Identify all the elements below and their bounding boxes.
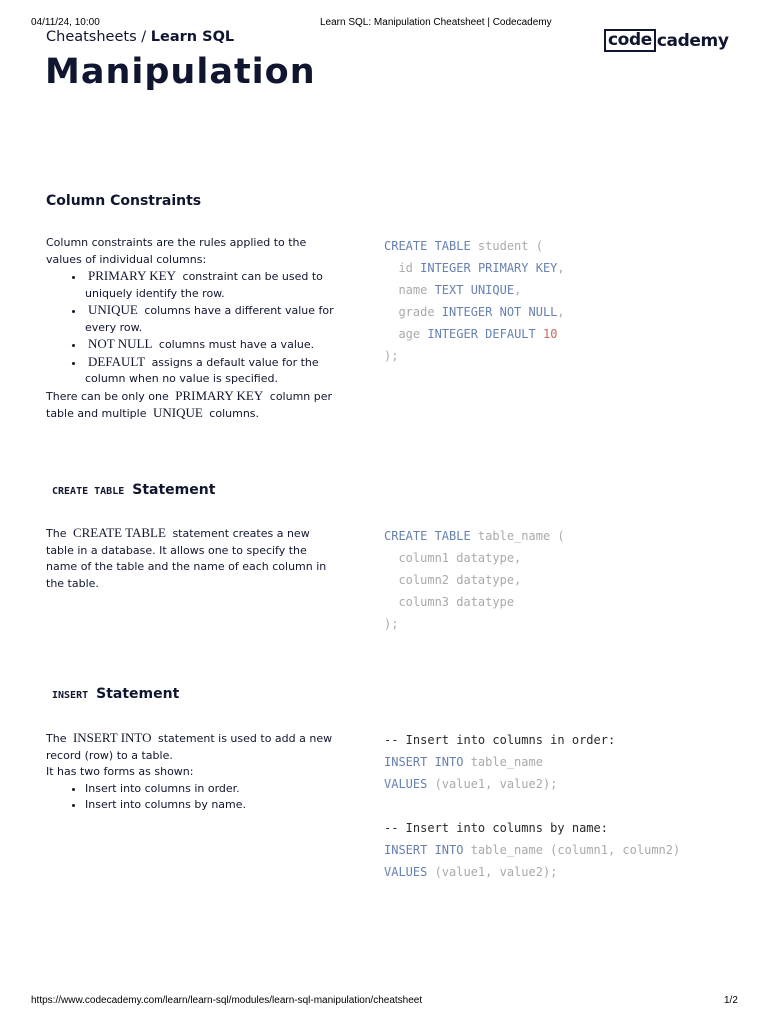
code-line: column3 datatype — [384, 595, 515, 609]
codecademy-logo[interactable] — [604, 29, 729, 52]
code-line: ); — [384, 349, 399, 363]
inline-code: PRIMARY KEY — [88, 268, 177, 283]
create-table-code-block — [384, 525, 565, 635]
breadcrumb-separator: / — [136, 29, 151, 45]
code-line: column2 datatype, — [384, 573, 522, 587]
constraints-outro: There can be only one PRIMARY KEY column per table and multiple UNIQUE columns. — [46, 387, 333, 420]
code-line: age INTEGER DEFAULT 10 — [384, 327, 558, 341]
code-line: INSERT INTO table_name (column1, column2) — [384, 843, 681, 857]
heading-code: CREATE TABLE — [52, 486, 125, 497]
heading-code: INSERT — [52, 690, 89, 701]
code-line — [384, 795, 680, 817]
breadcrumb-current-link[interactable]: Learn SQL — [150, 29, 235, 45]
inline-code: NOT NULL — [88, 336, 153, 351]
logo-code-box: code — [604, 29, 656, 52]
list-item: • DEFAULT assigns a default value for the column when no value is specified. — [85, 354, 336, 388]
code-line: ); — [384, 617, 399, 631]
page-title: Manipulation — [45, 52, 316, 92]
code-line: CREATE TABLE table_name ( — [384, 529, 565, 543]
constraints-intro: Column constraints are the rules applied to the values of individual columns: — [46, 236, 307, 266]
column-constraints-text — [46, 235, 336, 423]
list-item: • Insert into columns in order. — [85, 781, 336, 798]
breadcrumb-root-link[interactable]: Cheatsheets — [46, 29, 137, 45]
code-line: VALUES (value1, value2); — [384, 865, 558, 879]
inline-code: CREATE TABLE — [72, 525, 166, 540]
print-url: https://www.codecademy.com/learn/learn-sql/modules/learn-sql-manipulation/cheatsheet — [31, 995, 423, 1006]
breadcrumb — [46, 29, 234, 45]
inline-code: PRIMARY KEY — [175, 387, 264, 403]
list-item: • NOT NULL columns must have a value. — [85, 336, 336, 354]
constraints-list — [46, 268, 336, 388]
print-page-title: Learn SQL: Manipulation Cheatsheet | Codecademy — [320, 17, 552, 28]
code-line: INSERT INTO table_name — [384, 755, 543, 769]
list-item: • UNIQUE columns have a different value for every row. — [85, 302, 336, 336]
create-table-heading: CREATE TABLE Statement — [52, 482, 216, 498]
insert-forms-list — [46, 781, 336, 814]
inline-code: UNIQUE — [88, 302, 138, 317]
insert-text: The INSERT INTO statement is used to add a new record (row) to a table. It has two forms as shown: • Insert into columns in order. • Insert into columns by name. — [46, 730, 336, 814]
code-line: grade INTEGER NOT NULL, — [384, 305, 565, 319]
code-line: VALUES (value1, value2); — [384, 777, 558, 791]
inline-code: DEFAULT — [88, 353, 146, 369]
column-constraints-heading: Column Constraints — [46, 193, 202, 209]
list-item: • Insert into columns by name. — [85, 797, 336, 814]
create-table-text: The CREATE TABLE statement creates a new table in a database. It allows one to specify the name of the table and the name of each column in the table. — [46, 525, 327, 590]
inline-code: UNIQUE — [152, 405, 203, 420]
list-item: • PRIMARY KEY constraint can be used to uniquely identify the row. — [85, 268, 336, 302]
code-line: name TEXT UNIQUE, — [384, 283, 522, 297]
code-line: CREATE TABLE student ( — [384, 239, 543, 253]
code-line: -- Insert into columns by name: — [384, 821, 608, 835]
code-line: -- Insert into columns in order: — [384, 733, 616, 747]
print-page-number: 1/2 — [724, 995, 738, 1006]
code-line: id INTEGER PRIMARY KEY, — [384, 261, 565, 275]
insert-heading: INSERT Statement — [52, 686, 180, 702]
column-constraints-code-block — [384, 235, 565, 367]
insert-code-block — [384, 729, 680, 883]
code-line: column1 datatype, — [384, 551, 522, 565]
logo-cademy-text: cademy — [656, 30, 729, 51]
inline-code: INSERT INTO — [72, 730, 152, 745]
print-datetime: 04/11/24, 10:00 — [31, 17, 100, 28]
